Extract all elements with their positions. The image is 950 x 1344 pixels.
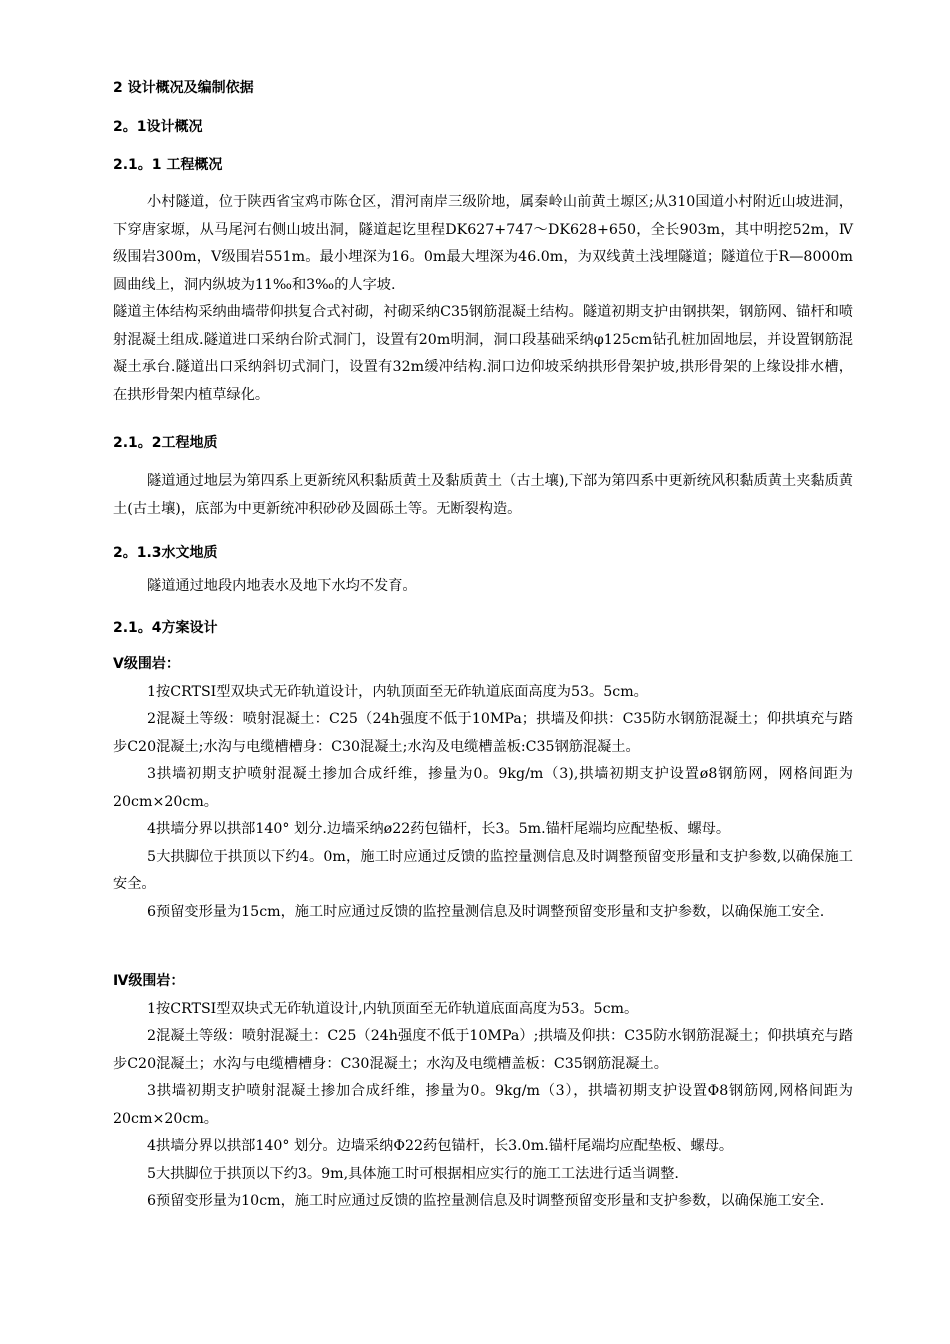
grade5-item-5: 5大拱脚位于拱顶以下约4。0m，施工时应通过反馈的监控量测信息及时调整预留变形量和支护参数,以确保施工安全。	[113, 848, 853, 892]
grade5-item-2: 2混凝土等级：喷射混凝土：C25（24h强度不低于10MPa；拱墙及仰拱：C35防水钢筋混凝土；仰拱填充与踏步C20混凝土;水沟与电缆槽槽身：C30混凝土;水沟及电缆槽盖板:C35钢筋混凝土。	[113, 711, 853, 755]
hydrology-paragraph: 隧道通过地段内地表水及地下水均不发育。	[147, 578, 417, 594]
grade5-block	[113, 651, 853, 926]
overview-paragraph-1: 小村隧道，位于陕西省宝鸡市陈仓区，渭河南岸三级阶地，属秦岭山前黄土塬区;从310国道小村附近山坡进洞，下穿唐家塬，从马尾河右侧山坡出洞，隧道起讫里程DK627+747～DK628+650，全长903m，其中明挖52m，Ⅳ级围岩300m，Ⅴ级围岩551m。最小埋深为16。0m最大埋深为46.0m，为双线黄土浅埋隧道；隧道位于R—8000m圆曲线上，洞内纵坡为11‰和3‰的人字坡.	[113, 194, 853, 293]
subsection-heading-2-1-3: 2。1.3水文地质	[113, 545, 218, 561]
grade5-item-4: 4拱墙分界以拱部140° 划分.边墙采纳ø22药包锚杆，长3。5m.锚杆尾端均应配垫板、螺母。	[147, 821, 731, 837]
subsection-heading-2-1-2: 2.1。2工程地质	[113, 435, 218, 451]
grade4-item-1: 1按CRTSI型双块式无砟轨道设计,内轨顶面至无砟轨道底面高度为53。5cm。	[147, 1000, 639, 1017]
grade5-item-3: 3拱墙初期支护喷射混凝土掺加合成纤维，掺量为0。9kg/m（3),拱墙初期支护设置ø8钢筋网，网格间距为20cm×20cm。	[113, 766, 853, 810]
grade5-title: Ⅴ级围岩：	[113, 656, 180, 672]
grade4-item-6: 6预留变形量为10cm，施工时应通过反馈的监控量测信息及时调整预留变形量和支护参数，以确保施工安全.	[147, 1193, 825, 1209]
overview-paragraph-2: 隧道主体结构采纳曲墙带仰拱复合式衬砌，衬砌采纳C35钢筋混凝土结构。隧道初期支护由钢拱架，钢筋网、锚杆和喷射混凝土组成.隧道进口采纳台阶式洞门，设置有20m明洞，洞口段基础采纳φ125cm钻孔桩加固地层，并设置钢筋混凝土承台.隧道出口采纳斜切式洞门，设置有32m缓冲结构.洞口边仰坡采纳拱形骨架护坡,拱形骨架的上缘设排水槽，在拱形骨架内植草绿化。	[113, 304, 853, 403]
subsection-heading-2-1: 2。1设计概况	[113, 119, 203, 135]
grade4-item-5: 5大拱脚位于拱顶以下约3。9m,具体施工时可根据相应实行的施工工法进行适当调整.	[147, 1165, 679, 1182]
subsection-heading-2-1-1: 2.1。1 工程概况	[113, 157, 223, 173]
hydrology-block	[113, 573, 853, 601]
grade5-item-1: 1按CRTSI型双块式无砟轨道设计，内轨顶面至无砟轨道底面高度为53。5cm。	[147, 683, 648, 700]
section-title: 2 设计概况及编制依据	[113, 80, 254, 96]
grade4-item-2: 2混凝土等级：喷射混凝土：C25（24h强度不低于10MPa）;拱墙及仰拱：C35防水钢筋混凝土；仰拱填充与踏步C20混凝土；水沟与电缆槽槽身：C30混凝土；水沟及电缆槽盖板：C35钢筋混凝土。	[113, 1028, 853, 1072]
grade4-title: Ⅳ级围岩：	[113, 973, 185, 989]
subsection-heading-2-1-4: 2.1。4方案设计	[113, 620, 218, 636]
geology-paragraph: 隧道通过地层为第四系上更新统风积黏质黄土及黏质黄土（古土壤),下部为第四系中更新统风积黏质黄土夹黏质黄土(古土壤)，底部为中更新统冲积砂砂及圆砾土等。无断裂构造。	[113, 473, 853, 517]
grade4-block	[113, 968, 853, 1216]
grade4-item-3: 3拱墙初期支护喷射混凝土掺加合成纤维，掺量为0。9kg/m（3），拱墙初期支护设置Φ8钢筋网,网格间距为20cm×20cm。	[113, 1083, 853, 1127]
grade4-item-4: 4拱墙分界以拱部140° 划分。边墙采纳Φ22药包锚杆，长3.0m.锚杆尾端均应配垫板、螺母。	[147, 1138, 734, 1154]
grade5-item-6: 6预留变形量为15cm，施工时应通过反馈的监控量测信息及时调整预留变形量和支护参数，以确保施工安全.	[147, 903, 825, 920]
geology-block	[113, 468, 853, 523]
overview-block	[113, 189, 853, 409]
